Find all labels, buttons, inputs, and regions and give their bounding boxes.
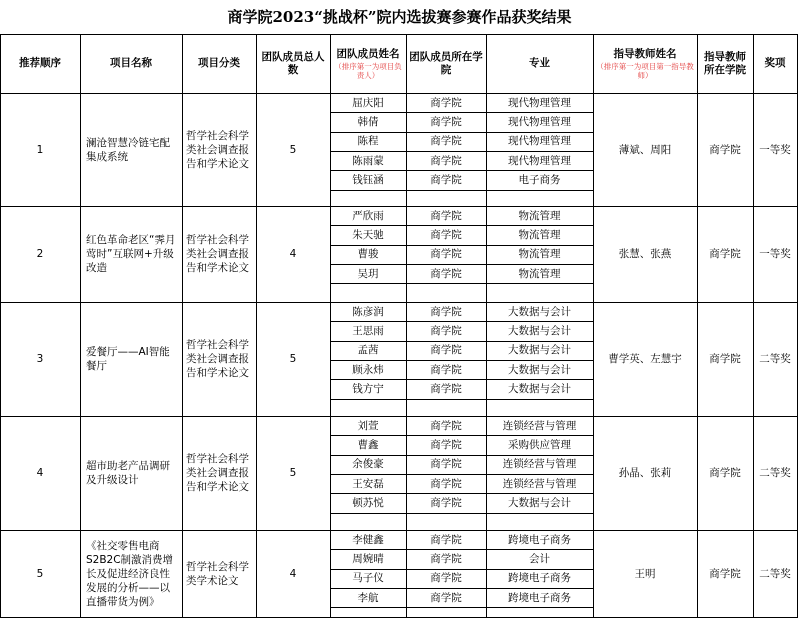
member-major-cell: 物流管理	[518, 248, 561, 261]
rank-cell: 5	[36, 567, 44, 580]
member-name-cell: 曹鑫	[357, 438, 379, 451]
header-bottom-border	[0, 93, 797, 94]
column-divider	[0, 34, 1, 618]
header-major	[486, 34, 593, 93]
member-name-cell: 马子仪	[352, 572, 384, 585]
header-member-college	[406, 34, 486, 93]
member-college-cell: 商学院	[430, 228, 462, 241]
member-major-cell: 大数据与会计	[508, 363, 571, 376]
member-major-cell: 大数据与会计	[508, 382, 571, 395]
member-major-cell: 物流管理	[518, 228, 561, 241]
header-advisor-college	[697, 34, 753, 93]
member-major-cell: 电子商务	[518, 173, 561, 186]
header-rank-label: 推荐顺序	[19, 57, 61, 69]
award-cell: 一等奖	[759, 143, 791, 156]
column-divider	[753, 34, 754, 618]
member-name-cell: 严欣雨	[352, 209, 384, 222]
member-row-divider	[330, 399, 593, 400]
header-category	[182, 34, 256, 93]
member-name-cell: 韩倩	[357, 115, 379, 128]
advisor-college-cell: 商学院	[709, 143, 741, 156]
advisor-college-cell: 商学院	[709, 467, 741, 479]
advisor-college-cell: 商学院	[709, 248, 741, 260]
project-category-cell: 哲学社会科学类社会调查报告和学术论文	[186, 234, 249, 274]
member-college-cell: 商学院	[430, 572, 462, 585]
rank-cell: 4	[36, 467, 44, 479]
member-college-cell: 商学院	[430, 344, 462, 357]
award-cell: 二等奖	[759, 567, 791, 580]
member-college-cell: 商学院	[430, 154, 462, 167]
header-major-label: 专业	[529, 57, 550, 69]
member-college-cell: 商学院	[430, 324, 462, 337]
column-divider	[256, 34, 257, 618]
header-member-college-label: 团队成员所在学院	[409, 50, 483, 76]
member-major-cell: 现代物理管理	[508, 154, 571, 167]
team-size-cell: 5	[289, 467, 297, 479]
member-college-cell: 商学院	[430, 382, 462, 395]
group-divider	[0, 617, 797, 618]
header-team-size-label: 团队成员总人数	[261, 50, 325, 76]
header-member-name-note: （排序第一为项目负责人）	[334, 61, 402, 80]
member-college-cell: 商学院	[430, 496, 462, 509]
member-name-cell: 王思雨	[352, 324, 384, 337]
award-cell: 一等奖	[759, 248, 791, 260]
member-college-cell: 商学院	[430, 305, 462, 318]
member-college-cell: 商学院	[430, 458, 462, 471]
header-member-name-label: 团队成员姓名	[336, 47, 400, 60]
member-college-cell: 商学院	[430, 533, 462, 546]
member-major-cell: 大数据与会计	[508, 496, 571, 509]
project-name-cell: 爱餐厅——AI智能餐厅	[86, 346, 170, 372]
member-name-cell: 曹骏	[357, 248, 379, 261]
member-major-cell: 现代物理管理	[508, 115, 571, 128]
member-college-cell: 商学院	[430, 248, 462, 261]
column-divider	[406, 34, 407, 618]
member-college-cell: 商学院	[430, 363, 462, 376]
column-divider	[80, 34, 81, 618]
member-major-cell: 连锁经营与管理	[502, 419, 577, 432]
team-size-cell: 5	[289, 143, 297, 156]
member-college-cell: 商学院	[430, 477, 462, 490]
member-name-cell: 李健鑫	[352, 533, 384, 546]
project-name-cell: 红色革命老区“霁月莺时”互联网+升级改造	[86, 234, 176, 274]
member-college-cell: 商学院	[430, 115, 462, 128]
rank-cell: 1	[36, 143, 44, 156]
member-name-cell: 顿苏悦	[352, 496, 384, 509]
member-college-cell: 商学院	[430, 591, 462, 604]
member-row-divider	[330, 190, 593, 191]
award-cell: 二等奖	[759, 467, 791, 479]
member-major-cell: 连锁经营与管理	[502, 477, 577, 490]
team-size-cell: 5	[289, 353, 297, 365]
member-college-cell: 商学院	[430, 419, 462, 432]
member-major-cell: 跨境电子商务	[508, 591, 571, 604]
column-divider	[797, 34, 798, 618]
header-project-label: 项目名称	[110, 57, 152, 69]
member-name-cell: 陈雨蒙	[352, 154, 384, 167]
sheet-title: 商学院2023“挑战杯”院内选拔赛参赛作品获奖结果	[227, 8, 572, 26]
advisor-names-cell: 王明	[634, 567, 656, 580]
member-major-cell: 采购供应管理	[508, 438, 571, 451]
member-major-cell: 连锁经营与管理	[502, 458, 577, 471]
member-name-cell: 孟茜	[357, 344, 379, 357]
member-college-cell: 商学院	[430, 438, 462, 451]
member-name-cell: 陈程	[357, 135, 379, 148]
member-name-cell: 刘萱	[357, 419, 379, 432]
member-major-cell: 大数据与会计	[508, 324, 571, 337]
project-category-cell: 哲学社会科学类社会调查报告和学术论文	[186, 339, 249, 379]
project-category-cell: 哲学社会科学类社会调查报告和学术论文	[186, 129, 249, 170]
header-member-name	[330, 34, 406, 93]
column-divider	[486, 34, 487, 618]
header-advisor-name	[593, 34, 697, 93]
header-category-label: 项目分类	[198, 57, 240, 69]
member-major-cell: 现代物理管理	[508, 135, 571, 148]
member-name-cell: 顾永炜	[352, 363, 384, 376]
member-major-cell: 物流管理	[518, 267, 561, 280]
member-college-cell: 商学院	[430, 209, 462, 222]
header-award-label: 奖项	[764, 57, 786, 69]
rank-cell: 2	[36, 248, 44, 260]
member-major-cell: 大数据与会计	[508, 344, 571, 357]
project-category-cell: 哲学社会科学类学术论文	[186, 560, 249, 587]
rank-cell: 3	[36, 353, 44, 365]
award-cell: 二等奖	[759, 353, 791, 365]
project-name-cell: 澜沧智慧冷链宅配集成系统	[86, 136, 170, 163]
column-divider	[182, 34, 183, 618]
advisor-names-cell: 薄斌、周阳	[618, 143, 672, 156]
advisor-names-cell: 曹学英、左慧宇	[608, 353, 682, 365]
header-project	[80, 34, 182, 93]
member-name-cell: 屈庆阳	[352, 96, 384, 109]
member-row-divider	[330, 607, 593, 608]
member-name-cell: 吴玥	[357, 267, 379, 280]
member-row-divider	[330, 513, 593, 514]
header-advisor-name-note: （排序第一为项目第一指导教师）	[596, 61, 694, 80]
header-advisor-name-label: 指导教师姓名	[613, 47, 677, 60]
member-name-cell: 王安磊	[352, 477, 384, 490]
member-name-cell: 钱方宁	[352, 382, 384, 395]
project-name-cell: 《社交零售电商S2B2C制激消费增长及促进经济良性发展的分析——以直播带货为例》	[86, 539, 174, 608]
header-advisor-college-label: 指导教师所在学院	[704, 50, 746, 76]
member-college-cell: 商学院	[430, 267, 462, 280]
advisor-college-cell: 商学院	[709, 567, 741, 580]
member-college-cell: 商学院	[430, 96, 462, 109]
project-category-cell: 哲学社会科学类社会调查报告和学术论文	[186, 453, 249, 493]
member-major-cell: 会计	[529, 552, 550, 565]
member-name-cell: 周婉晴	[352, 552, 384, 565]
team-size-cell: 4	[289, 248, 297, 260]
member-name-cell: 朱天驰	[352, 228, 384, 241]
project-name-cell: 超市助老产品调研及升级设计	[86, 460, 170, 486]
member-major-cell: 物流管理	[518, 209, 561, 222]
member-major-cell: 跨境电子商务	[508, 572, 571, 585]
member-name-cell: 李航	[357, 591, 379, 604]
member-college-cell: 商学院	[430, 135, 462, 148]
table-top-border	[0, 34, 797, 35]
team-size-cell: 4	[289, 567, 297, 580]
member-major-cell: 大数据与会计	[508, 305, 571, 318]
member-major-cell: 跨境电子商务	[508, 533, 571, 546]
member-row-divider	[330, 283, 593, 284]
member-college-cell: 商学院	[430, 173, 462, 186]
member-name-cell: 钱钰涵	[352, 173, 384, 186]
column-divider	[697, 34, 698, 618]
advisor-college-cell: 商学院	[709, 353, 741, 365]
advisor-names-cell: 孙晶、张莉	[618, 467, 672, 479]
header-team-size	[256, 34, 330, 93]
advisor-names-cell: 张慧、张燕	[618, 248, 672, 260]
member-name-cell: 余俊豪	[352, 458, 384, 471]
header-rank	[0, 34, 80, 93]
member-major-cell: 现代物理管理	[508, 96, 571, 109]
member-name-cell: 陈彦润	[352, 305, 384, 318]
column-divider	[330, 34, 331, 618]
column-divider	[593, 34, 594, 618]
header-award	[753, 34, 797, 93]
member-college-cell: 商学院	[430, 552, 462, 565]
